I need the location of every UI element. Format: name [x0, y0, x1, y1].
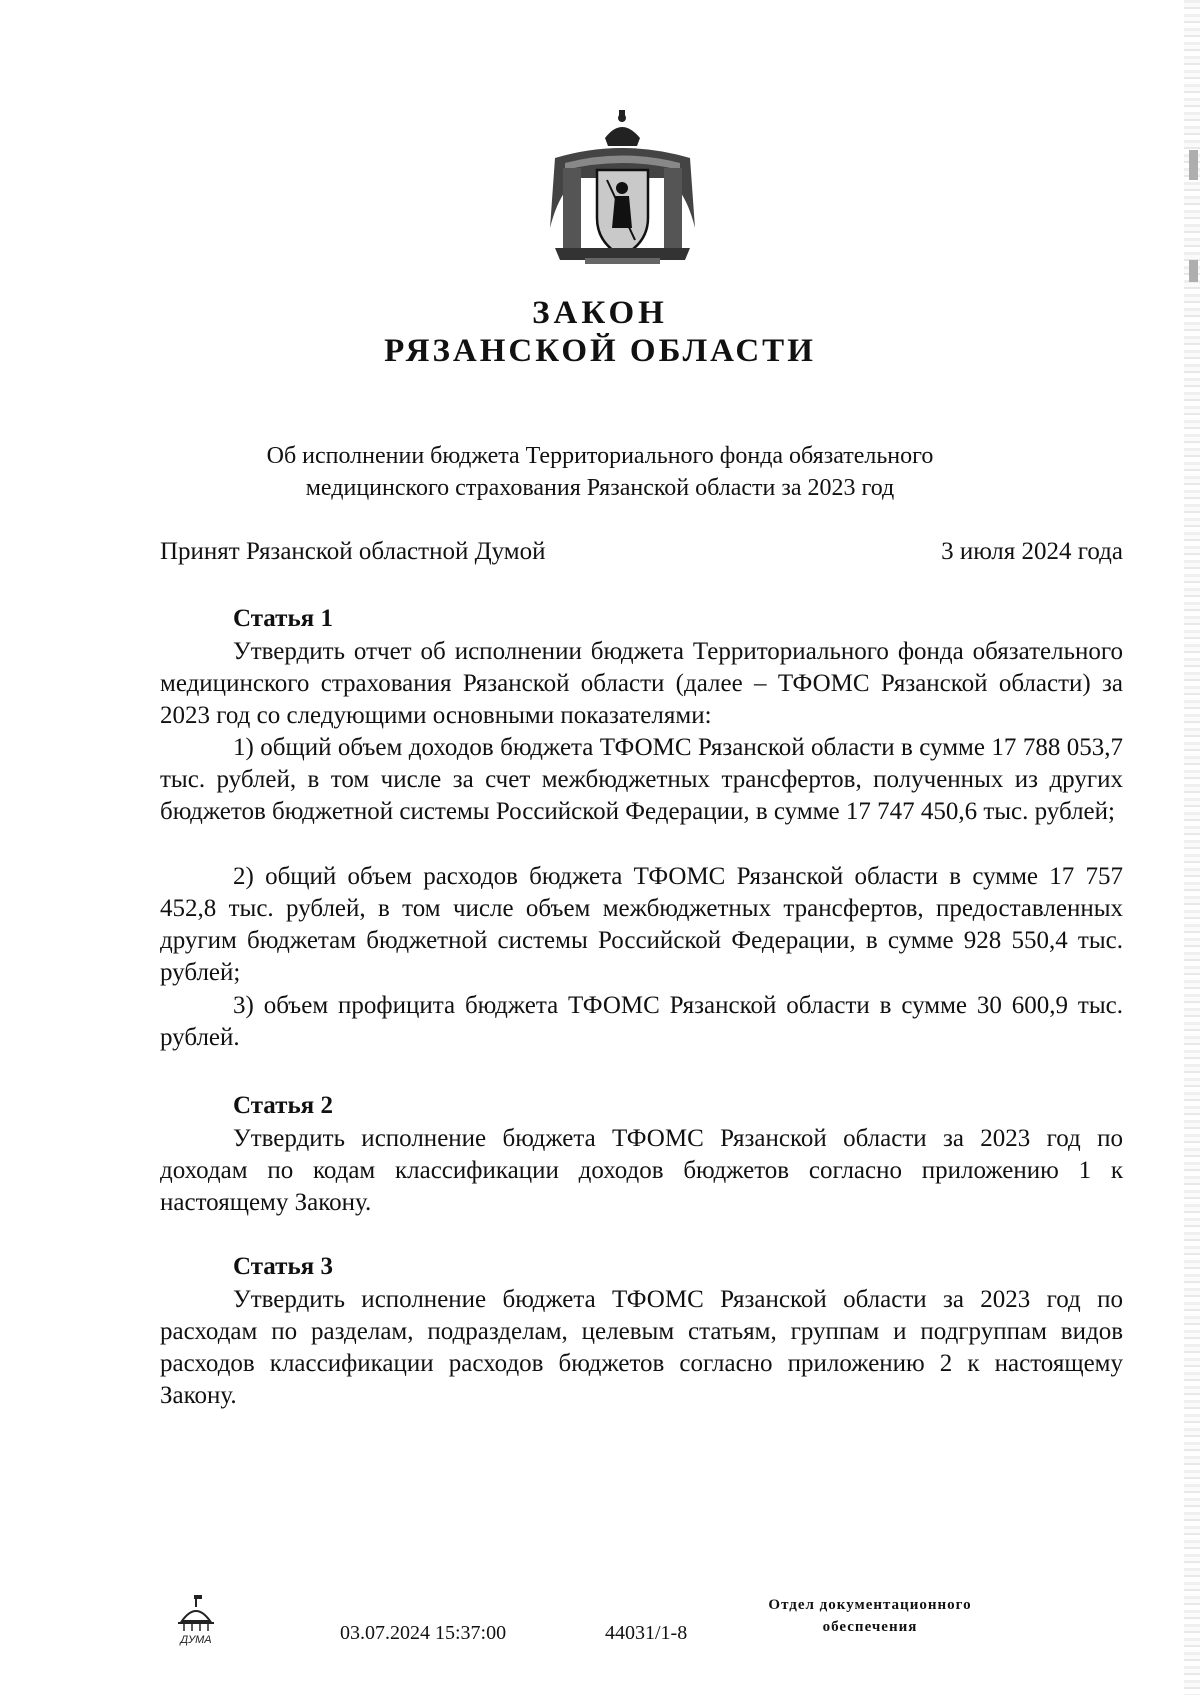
registration-number: 44031/1-8: [605, 1622, 688, 1644]
scan-mark: [1189, 150, 1198, 180]
article-paragraph: Утвердить отчет об исполнении бюджета Территориального фонда обязательного медицинского страхования Рязанской области (далее – ТФОМС Рязанской области) за 2023 год со следующими основными показателями:: [160, 638, 1123, 729]
department-line: обеспечения: [822, 1619, 918, 1635]
article-paragraph: 1) общий объем доходов бюджета ТФОМС Рязанской области в сумме 17 788 053,7 тыс. рублей, в том числе за счет межбюджетных трансфертов, полученных из других бюджетов бюджетной системы Российской Федерации, в сумме 17 747 450,6 тыс. рублей;: [160, 734, 1123, 825]
law-heading: ЗАКОН: [532, 295, 668, 331]
registration-timestamp: 03.07.2024 15:37:00: [340, 1622, 507, 1644]
article-paragraph: 3) объем профицита бюджета ТФОМС Рязанской области в сумме 30 600,9 тыс. рублей.: [160, 992, 1123, 1051]
duma-logo-text: ДУМА: [180, 1634, 212, 1646]
article-paragraph: 2) общий объем расходов бюджета ТФОМС Рязанской области в сумме 17 757 452,8 тыс. рублей, в том числе объем межбюджетных трансфертов, предоставленных другим бюджетам бюджетной системы Российской Федерации, в сумме 928 550,4 тыс. рублей;: [160, 863, 1123, 986]
adopted-by: Принят Рязанской областной Думой: [160, 538, 546, 565]
department-line: Отдел документационного: [768, 1597, 972, 1613]
title-line: Об исполнении бюджета Территориального фонда обязательного: [266, 443, 934, 469]
law-region: РЯЗАНСКОЙ ОБЛАСТИ: [384, 333, 816, 369]
adoption-info: [160, 538, 1123, 566]
department-stamp: [690, 1594, 1050, 1638]
scan-mark: [1189, 260, 1198, 282]
article-paragraph: Утвердить исполнение бюджета ТФОМС Рязанской области за 2023 год по расходам по разделам, подразделам, целевым статьям, группам и подгруппам видов расходов классификации расходов бюджетов согласно приложению 2 к настоящему Закону.: [160, 1286, 1123, 1409]
title-line: медицинского страхования Рязанской области за 2023 год: [305, 475, 895, 501]
article-heading: Статья 2: [233, 1092, 333, 1119]
article-paragraph: Утвердить исполнение бюджета ТФОМС Рязанской области за 2023 год по доходам по кодам классификации доходов бюджетов согласно приложению 1 к настоящему Закону.: [160, 1125, 1123, 1216]
duma-building-icon: [170, 1593, 222, 1647]
article-heading: Статья 3: [233, 1253, 333, 1280]
scan-edge-strip: [1184, 0, 1200, 1695]
ryazan-coat-of-arms-icon: [535, 108, 710, 268]
document-title: [0, 440, 1200, 504]
adoption-date: 3 июля 2024 года: [941, 538, 1123, 565]
article-heading: Статья 1: [233, 605, 333, 632]
